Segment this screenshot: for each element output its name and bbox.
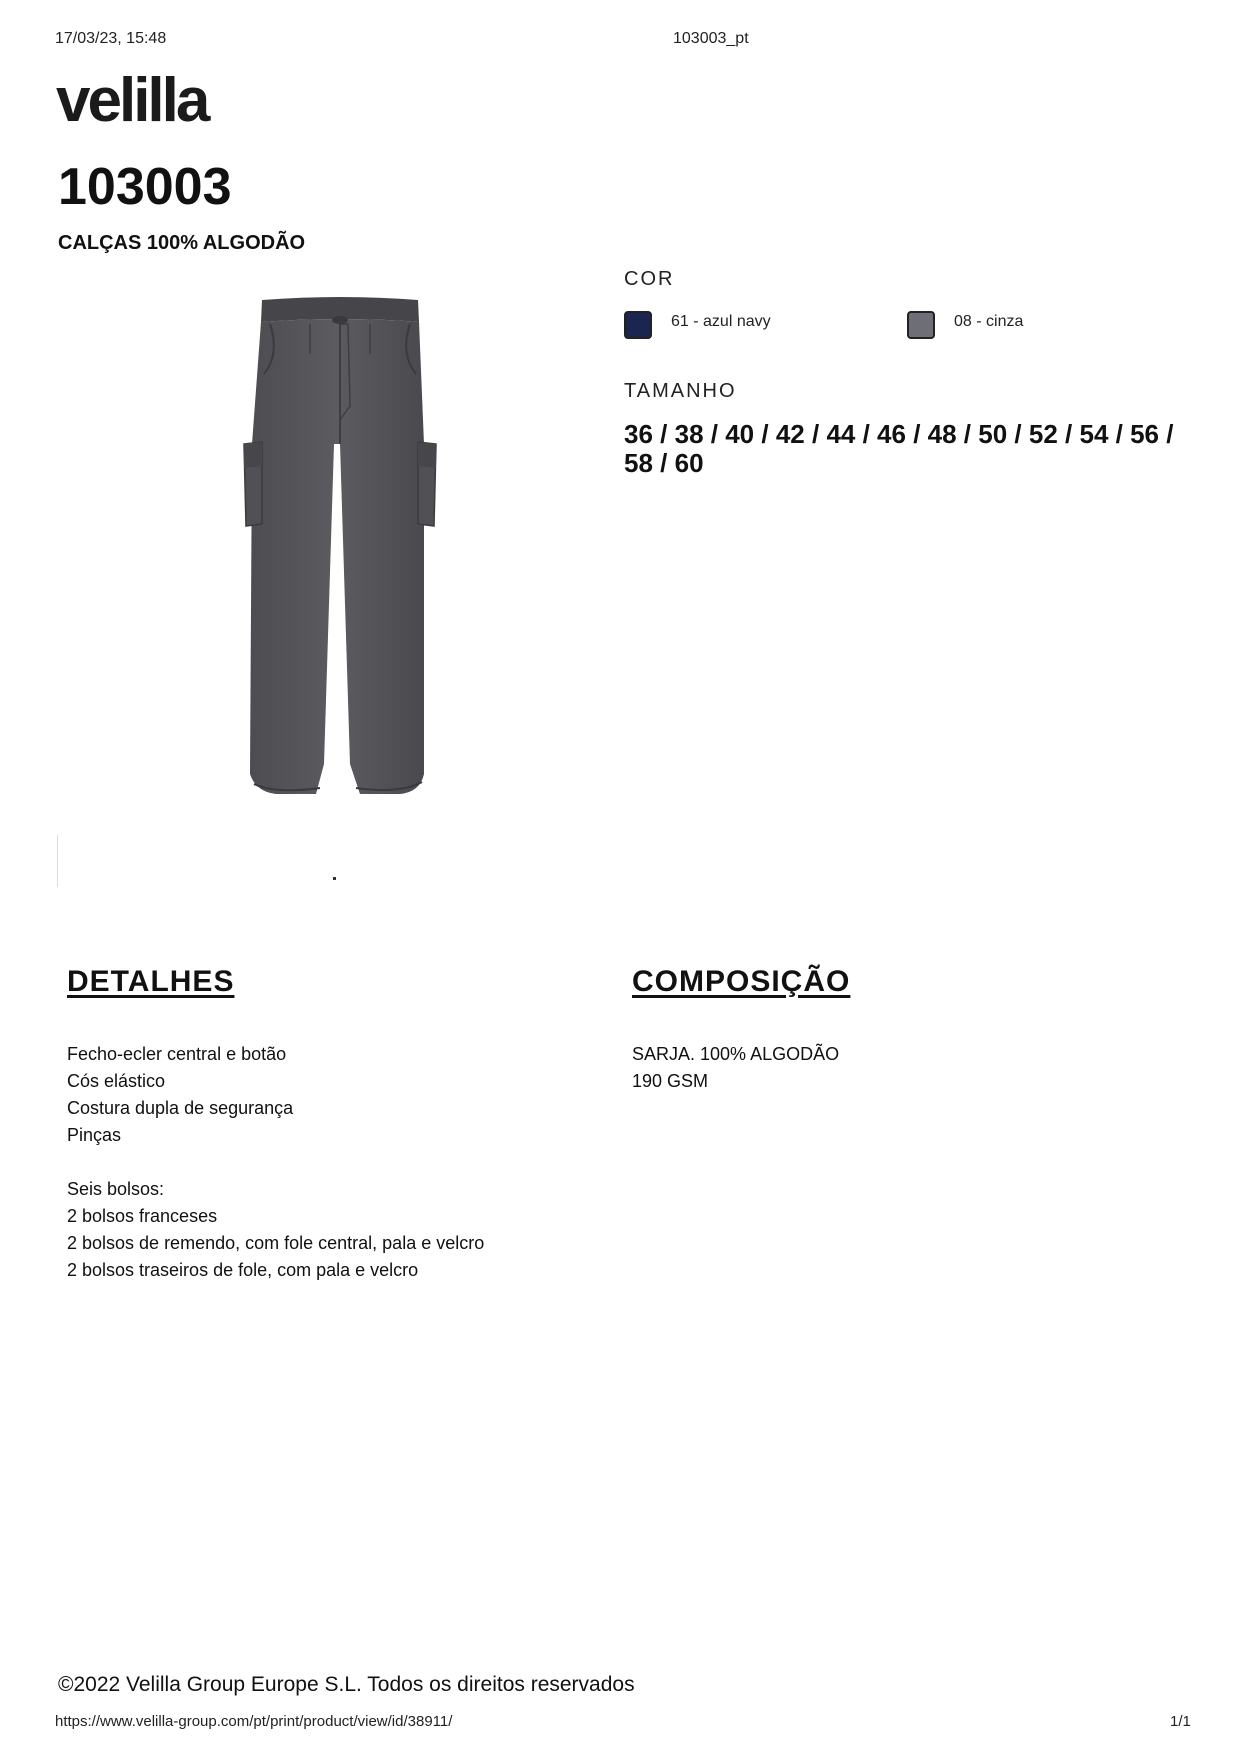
size-option: 50 /	[978, 419, 1022, 449]
details-item: Costura dupla de segurança	[67, 1098, 294, 1118]
page-number: 1/1	[1170, 1713, 1191, 1730]
color-label: COR	[624, 268, 675, 290]
composition-item: 190 GSM	[632, 1071, 709, 1091]
thumbnail-dot	[333, 877, 336, 880]
print-datetime: 17/03/23, 15:48	[55, 30, 167, 47]
size-label: TAMANHO	[624, 380, 737, 402]
size-option: 54 /	[1079, 419, 1123, 449]
color-swatch-navy[interactable]	[624, 311, 652, 339]
details-title: DETALHES	[67, 965, 235, 998]
color-option-navy-label: 61 - azul navy	[671, 313, 771, 330]
size-option: 44 /	[826, 419, 870, 449]
product-image-trousers	[240, 294, 440, 796]
size-option: 58 /	[624, 448, 668, 478]
details-item	[67, 1149, 627, 1176]
details-item: 2 bolsos traseiros de fole, com pala e velcro	[67, 1260, 419, 1280]
print-doc-title: 103003_pt	[673, 30, 749, 47]
details-item: Pinças	[67, 1125, 122, 1145]
composition-item: SARJA. 100% ALGODÃO	[632, 1044, 840, 1064]
print-url[interactable]: https://www.velilla-group.com/pt/print/product/view/id/38911/	[55, 1713, 453, 1730]
color-swatch-grey[interactable]	[907, 311, 935, 339]
thumbnail-strip-divider	[57, 835, 58, 887]
size-option: 42 /	[775, 419, 820, 449]
product-name: CALÇAS 100% ALGODÃO	[58, 232, 306, 254]
size-option: 40 /	[725, 419, 769, 449]
size-option: 48 /	[927, 419, 972, 449]
size-option: 56 /	[1130, 419, 1174, 449]
details-item: 2 bolsos de remendo, com fole central, pala e velcro	[67, 1233, 485, 1253]
details-item: Fecho-ecler central e botão	[67, 1044, 287, 1064]
size-option: 46 /	[877, 419, 921, 449]
size-list	[624, 420, 1224, 478]
size-option: 60	[674, 448, 704, 478]
copyright-notice: ©2022 Velilla Group Europe S.L. Todos os direitos reservados	[58, 1673, 635, 1696]
size-option: 36 /	[624, 419, 668, 449]
color-option-grey[interactable]	[907, 311, 935, 339]
composition-title: COMPOSIÇÃO	[632, 965, 851, 998]
size-option: 52 /	[1028, 419, 1073, 449]
details-item: Seis bolsos:	[67, 1179, 165, 1199]
details-item: Cós elástico	[67, 1071, 166, 1091]
size-option: 38 /	[674, 419, 718, 449]
product-reference: 103003	[58, 158, 232, 216]
composition-list	[632, 1041, 1132, 1095]
details-item: 2 bolsos franceses	[67, 1206, 218, 1226]
velilla-logo: velilla	[56, 66, 208, 135]
details-list	[67, 1041, 627, 1284]
color-option-navy[interactable]	[624, 311, 652, 339]
color-option-grey-label: 08 - cinza	[954, 313, 1024, 330]
